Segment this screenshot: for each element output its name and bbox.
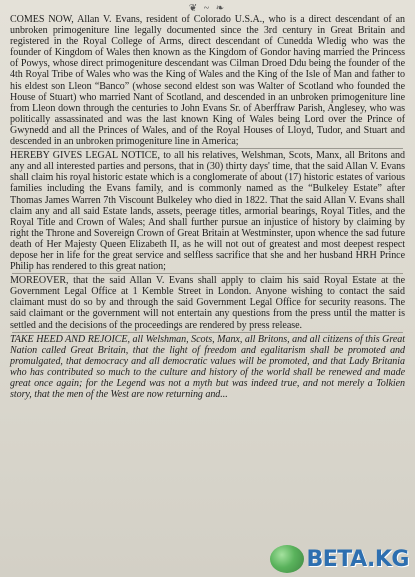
paragraph-divider [12,273,403,274]
paragraph-divider [12,332,403,333]
watermark-text: BETA.KG [306,546,409,572]
paragraph-take-heed: TAKE HEED AND REJOICE, all Welshman, Scots, Manx, all Britons, and all citizens of this Great Nation called Great Britain, that the light of freedom and egalitarism shall be promoted and promulgated, that democracy and all democratic values will be promoted, and that Lady Britania who has contributed so much to the culture and history of the world shall be renewed and made great once again; for the Legend was not a myth but was indeed true, and not merely a Tolkien story, that the men of the West are now returning and... [10,333,405,401]
paragraph-moreover: MOREOVER, that the said Allan V. Evans shall apply to claim his said Royal Estate at the Government Legal Office at 1 Kemble Street in London. Anyone wishing to contact the said claimant must do so by and through the said Government Legal Office for security reasons. The said claimant or the government will not entertain any questions from the press until the matter is settled and the decisions of the proceedings are rendered by press release. [10,275,405,331]
paragraph-divider [12,148,403,149]
globe-icon [270,545,304,573]
top-ornament: ❦ ~ ❧ [188,3,227,14]
paragraph-legal-notice: HEREBY GIVES LEGAL NOTICE, to all his relatives, Welshman, Scots, Manx, all Britons and any and all interested parties and persons, that in (30) thirty days' time, that the said Allan V. Evans shall claim his royal historic estate which is a conglomerate of about (17) historic estates of various families including the Evans family, and is commonly named as the “Bulkeley Estate” after Thomas James Warren 7th Viscount Bulkeley who died in 1822. That the said Allan V. Evans shall claim any and all said Estate lands, assets, peerage titles, armorial bearings, Royal Titles, and the Royal Title and Crown of Wales; And shall further pursue an injustice of history by claiming by right the Throne and Sovereign Crown of Great Britain at Westminster, upon whence the sad future death of Her Majesty Queen Elizabeth II, as he will not out of greatest and most deepest respect depose her in life for the great service and selfless sacrifice that she and her husband HRH Prince Philip has rendered to this great nation; [10,150,405,273]
watermark-logo [270,545,410,573]
paragraph-comes-now: COMES NOW, Allan V. Evans, resident of Colorado U.S.A., who is a direct descendant of an unbroken primogeniture line legally documented since the 3rd century in Great Britain and registered in the Royal College of Arms, direct descendant of Cunedda Wledig who was the founder of Kingdom of Wales then known as the Kingdom of Gondor having married the Princess of Powys, whose direct primogeniture descendant was Cilman Droed Ddu being the founder of the 4th Royal Tribe of Wales who was the King of Wales and the King of the Isle of Man and father to his eldest son Lleon “Banco” (whose second eldest son was Walter of Scotland who founded the House of Stuart) who married Nant of Scotland, and descended in an unbroken primogeniture line from Lleon down through the centuries to John Evans Sr. of Aberffraw Parish, Anglesey, who was politically assassinated and was the last known King of Wales being Lord over the Prince of Gwynedd and all the Princes of Wales, and of the Royal Houses of Lloyd, Tudor, and Stuart and descended in an unbroken primogeniture line in America; [10,14,405,148]
